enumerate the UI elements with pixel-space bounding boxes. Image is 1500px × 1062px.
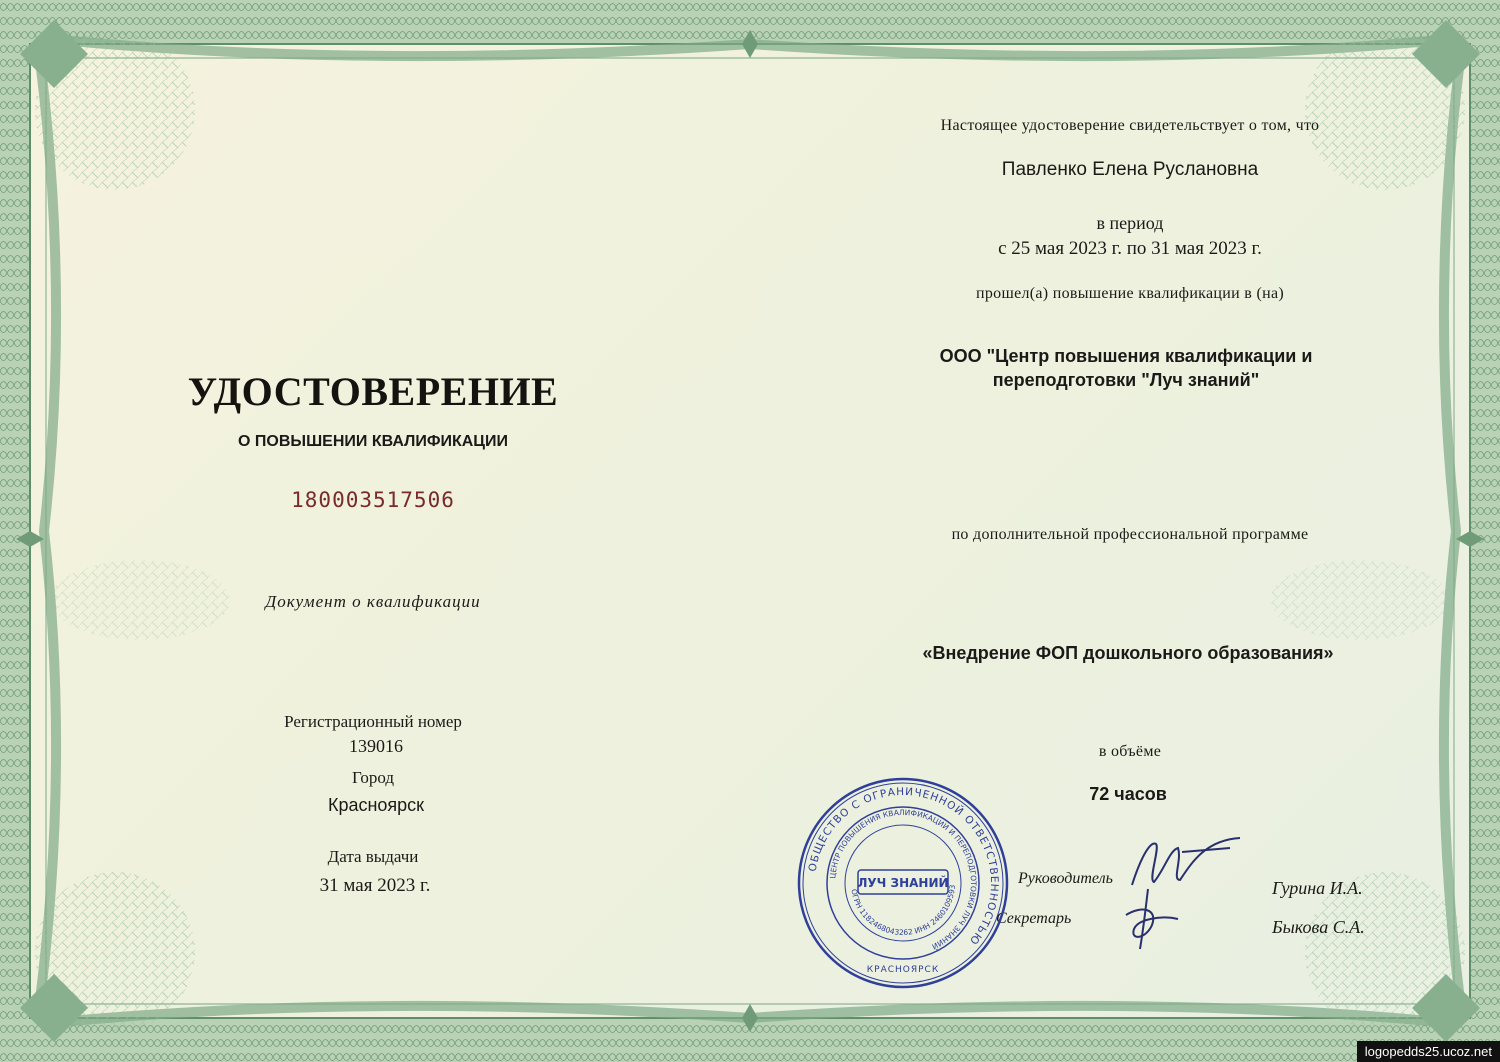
svg-text:ОГРН 1182468043262 ИНН 2460109 [849,884,957,937]
secretary-name: Быкова С.А. [1272,917,1365,937]
secretary-signature [1118,885,1188,955]
organization-line-1: ООО "Центр повышения квалификации и [939,346,1313,366]
issue-date-label: Дата выдачи [327,847,419,866]
role-secretary: Секретарь [996,910,1072,927]
program-label: по дополнительной профессиональной программе [951,526,1309,543]
seal-inner-text: ЦЕНТР ПОВЫШЕНИЯ КВАЛИФИКАЦИИ И ПЕРЕПОДГОТОВКИ ЛУЧ ЗНАНИЙ [828,807,979,952]
role-head: Руководитель [1018,870,1113,887]
serial-number: 180003517506 [291,488,455,512]
issue-date: 31 мая 2023 г. [319,875,431,896]
intro-text: Настоящее удостоверение свидетельствует о том, что [940,117,1320,134]
seal-city: КРАСНОЯРСК [866,965,940,975]
period-label: в период [1096,213,1164,233]
volume-hours: 72 часов [1089,784,1167,804]
document-subtitle: О ПОВЫШЕНИИ КВАЛИФИКАЦИИ [238,433,508,450]
holder-name: Павленко Елена Руслановна [1001,159,1259,180]
document-type: Документ о квалификации [265,592,481,611]
organization-line-2: переподготовки "Луч знаний" [992,370,1260,390]
organization-name [940,344,1313,392]
seal-codes: ОГРН 1182468043262 ИНН 2460109593 [849,884,958,938]
city-label: Город [352,768,394,787]
website-watermark: logopedds25.ucoz.net [1357,1041,1500,1062]
period-dates: с 25 мая 2023 г. по 31 мая 2023 г. [998,238,1262,259]
passed-text: прошел(а) повышение квалификации в (на) [976,285,1284,302]
program-name: «Внедрение ФОП дошкольного образования» [922,643,1334,663]
head-name: Гурина И.А. [1272,878,1363,898]
city-value: Красноярск [327,795,425,815]
organization-seal [796,776,1010,990]
seal-center-text: ЛУЧ ЗНАНИЙ [857,876,949,890]
volume-label: в объёме [1098,743,1162,760]
document-title: УДОСТОВЕРЕНИЕ [187,369,559,414]
registration-label: Регистрационный номер [284,712,462,731]
registration-number: 139016 [349,736,403,756]
seal-outer-text: ОБЩЕСТВО С ОГРАНИЧЕННОЙ ОТВЕТСТВЕННОСТЬЮ [806,785,1001,948]
